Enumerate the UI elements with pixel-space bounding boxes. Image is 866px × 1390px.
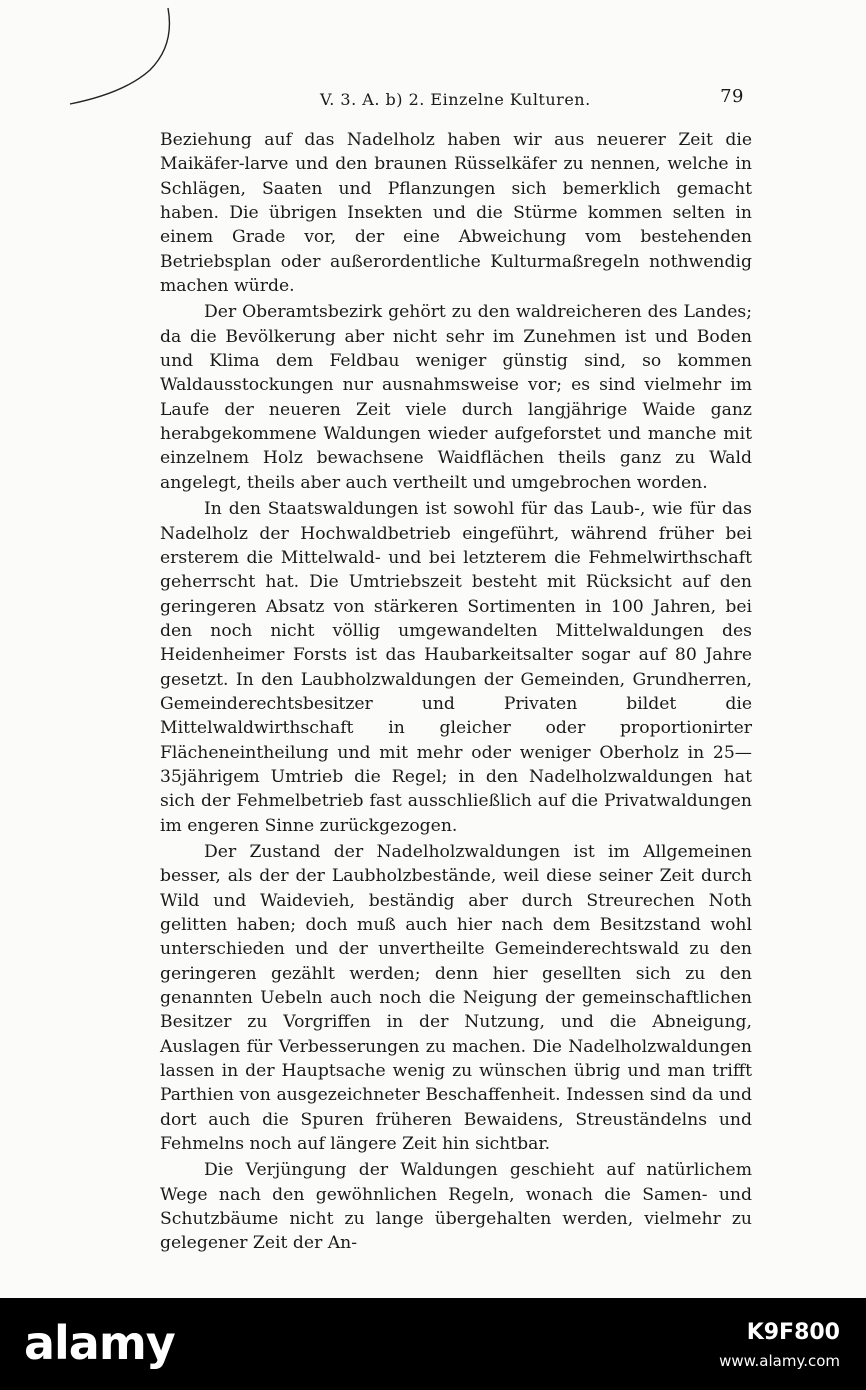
paragraph: Der Oberamtsbezirk gehört zu den waldreicheren des Landes; da die Bevölkerung aber nicht sehr im Zunehmen ist und Boden und Klima dem Feldbau weniger günstig sind, so kommen Waldausstockungen nur ausnahmsweise vor; es sind vielmehr im Laufe der neueren Zeit viele durch langjährige Waide ganz herabgekommene Waldungen wieder aufgeforstet und manche mit einzelnem Holz bewachsene Waidflächen theils ganz zu Wald angelegt, theils aber auch vertheilt und umgebrochen worden. <box>160 302 752 493</box>
paragraph: Der Zustand der Nadelholzwaldungen ist im Allgemeinen besser, als der der Laubholzbestände, weil diese seiner Zeit durch Wild und Waidevieh, beständig aber durch Streurechen Noth gelitten haben; doch muß auch hier nach dem Besitzstand wohl unterschieden und der unvertheilte Gemeinderechtswald zu den geringeren gezählt werden; denn hier gesellten sich zu den genannten Uebeln auch noch die Neigung der gemeinschaftlichen Besitzer zu Vorgriffen in der Nutzung, und die Abneigung, Auslagen für Verbesserungen zu machen. Die Nadelholzwaldungen lassen in der Hauptsache wenig zu wünschen übrig und man trifft Parthien von ausgezeichneter Beschaffenheit. Indessen sind da und dort auch die Spuren früheren Bewaidens, Streuständelns und Fehmelns noch auf längere Zeit hin sichtbar. <box>160 841 752 1155</box>
image-id: K9F800 <box>746 1320 840 1345</box>
site-url: www.alamy.com <box>719 1352 840 1370</box>
running-title: V. 3. A. b) 2. Einzelne Kulturen. <box>320 90 591 109</box>
paragraph: In den Staatswaldungen ist sowohl für das Laub-, wie für das Nadelholz der Hochwaldbetrieb eingeführt, während früher bei ersterem die Mittelwald- und bei letzterem die Fehmelwirthschaft geherrscht hat. Die Umtriebszeit besteht mit Rücksicht auf den geringeren Absatz von stärkeren Sortimenten in 100 Jahren, bei den noch nicht völlig umgewandelten Mittelwaldungen des Heidenheimer Forsts ist das Haubarkeitsalter sogar auf 80 Jahre gesetzt. In den Laubholzwaldungen der Gemeinden, Grundherren, Gemeinderechtsbesitzer und Privaten bildet die Mittelwaldwirthschaft in gleicher oder proportionirter Flächeneintheilung und mit mehr oder weniger Oberholz in 25—35jährigem Umtrieb die Regel; in den Nadelholzwaldungen hat sich der Fehmelbetrieb fast ausschließlich auf die Privatwaldungen im engeren Sinne zurückgezogen. <box>160 499 752 836</box>
page-number: 79 <box>720 86 744 107</box>
alamy-logo: alamy <box>24 1316 175 1370</box>
paragraph: Beziehung auf das Nadelholz haben wir aus neuerer Zeit die Maikäfer-larve und den braunen Rüsselkäfer zu nennen, welche in Schlägen, Saaten und Pflanzungen sich bemerklich gemacht haben. Die übrigen Insekten und die Stürme kommen selten in einem Grade vor, der eine Abweichung vom bestehenden Betriebsplan oder außerordentliche Kulturmaßregeln nothwendig machen würde. <box>160 130 752 297</box>
paragraph: Die Verjüngung der Waldungen geschieht auf natürlichem Wege nach den gewöhnlichen Regeln, wonach die Samen- und Schutzbäume nicht zu lange übergehalten werden, vielmehr zu gelegener Zeit der An- <box>160 1160 752 1254</box>
running-header <box>160 86 750 116</box>
watermark-banner <box>0 1298 866 1390</box>
body-text <box>160 128 752 1256</box>
